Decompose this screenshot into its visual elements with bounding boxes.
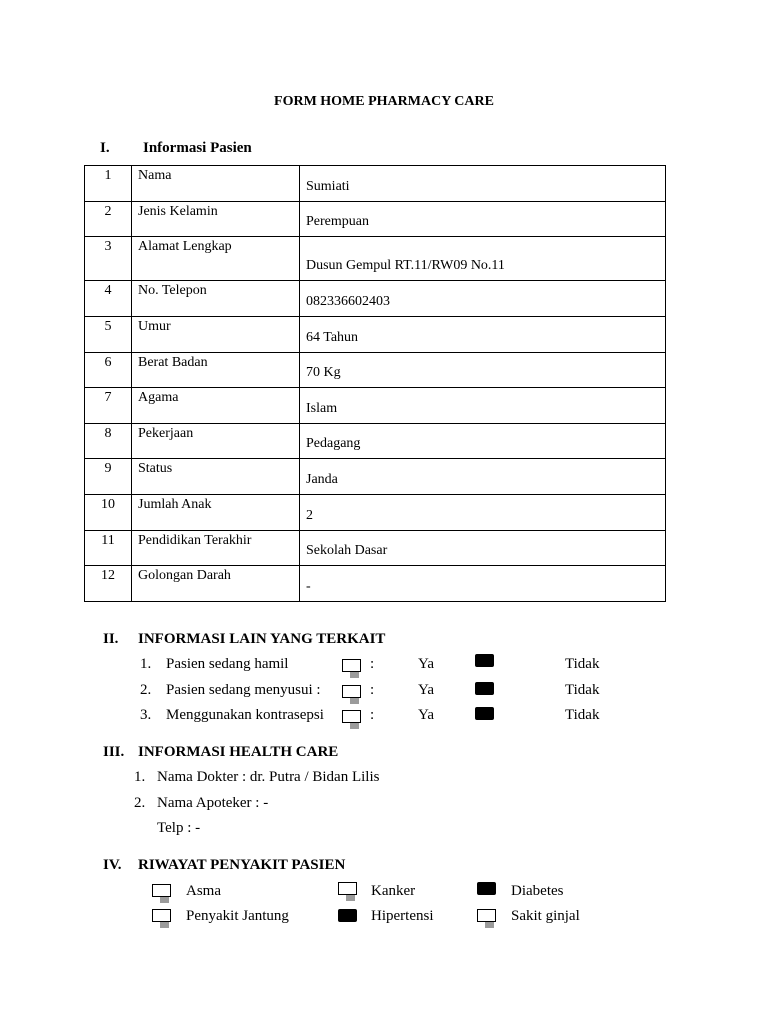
row-value: - xyxy=(300,566,666,602)
row-value: Sumiati xyxy=(300,166,666,202)
section-3-number: III. xyxy=(103,744,125,760)
doctor-name: Nama Dokter : dr. Putra / Bidan Lilis xyxy=(157,769,380,785)
tidak-checkbox[interactable] xyxy=(475,707,501,729)
row-number: 8 xyxy=(85,424,132,459)
row-value: Janda xyxy=(300,459,666,495)
ya-label: Ya xyxy=(418,656,434,672)
row-number: 2 xyxy=(85,202,132,237)
row-label: No. Telepon xyxy=(132,281,300,317)
sakit-ginjal-checkbox[interactable] xyxy=(477,909,503,931)
row-label: Alamat Lengkap xyxy=(132,237,300,281)
table-row xyxy=(85,531,666,566)
row-value: Perempuan xyxy=(300,202,666,237)
row-value: 70 Kg xyxy=(300,353,666,388)
pharmacist-name: Nama Apoteker : - xyxy=(157,795,269,811)
row-number: 7 xyxy=(85,388,132,424)
section-2-number: II. xyxy=(103,631,119,647)
row-value: Islam xyxy=(300,388,666,424)
item-number: 2. xyxy=(134,795,146,811)
diabetes-checkbox[interactable] xyxy=(477,882,503,904)
tidak-label: Tidak xyxy=(565,682,600,698)
tidak-label: Tidak xyxy=(565,707,600,723)
row-value: Sekolah Dasar xyxy=(300,531,666,566)
colon: : xyxy=(370,707,375,723)
item-label: Menggunakan kontrasepsi xyxy=(166,707,324,723)
ya-label: Ya xyxy=(418,707,434,723)
diabetes-label: Diabetes xyxy=(511,883,564,899)
section-1-number: I. xyxy=(100,140,110,156)
section-3-heading: INFORMASI HEALTH CARE xyxy=(138,744,339,760)
kanker-checkbox[interactable] xyxy=(338,882,364,904)
row-value: Dusun Gempul RT.11/RW09 No.11 xyxy=(300,237,666,281)
pharmacist-phone: Telp : - xyxy=(157,820,201,836)
section-4-number: IV. xyxy=(103,857,122,873)
ya-checkbox[interactable] xyxy=(342,659,368,681)
section-1-heading: Informasi Pasien xyxy=(143,140,252,156)
row-value: 2 xyxy=(300,495,666,531)
row-label: Berat Badan xyxy=(132,353,300,388)
penyakit-jantung-label: Penyakit Jantung xyxy=(186,908,289,924)
row-number: 9 xyxy=(85,459,132,495)
ya-checkbox[interactable] xyxy=(342,710,368,732)
form-title: FORM HOME PHARMACY CARE xyxy=(274,94,494,109)
ya-checkbox[interactable] xyxy=(342,685,368,707)
tidak-label: Tidak xyxy=(565,656,600,672)
row-label: Umur xyxy=(132,317,300,353)
table-row xyxy=(85,237,666,281)
asma-checkbox[interactable] xyxy=(152,884,178,906)
section-4-heading: RIWAYAT PENYAKIT PASIEN xyxy=(138,857,346,873)
colon: : xyxy=(370,656,375,672)
colon: : xyxy=(370,682,375,698)
table-row xyxy=(85,281,666,317)
patient-info-table xyxy=(84,165,666,602)
row-label: Agama xyxy=(132,388,300,424)
item-number: 3. xyxy=(140,707,152,723)
table-row xyxy=(85,353,666,388)
row-number: 6 xyxy=(85,353,132,388)
tidak-checkbox[interactable] xyxy=(475,654,501,676)
row-label: Status xyxy=(132,459,300,495)
penyakit-jantung-checkbox[interactable] xyxy=(152,909,178,931)
kanker-label: Kanker xyxy=(371,883,416,899)
row-label: Golongan Darah xyxy=(132,566,300,602)
table-row xyxy=(85,166,666,202)
section-2-heading: INFORMASI LAIN YANG TERKAIT xyxy=(138,631,386,647)
table-row xyxy=(85,388,666,424)
item-label: Pasien sedang hamil xyxy=(166,656,289,672)
row-number: 11 xyxy=(85,531,132,566)
row-value: 64 Tahun xyxy=(300,317,666,353)
item-label: Pasien sedang menyusui : xyxy=(166,682,321,698)
tidak-checkbox[interactable] xyxy=(475,682,501,704)
item-number: 1. xyxy=(134,769,146,785)
table-row xyxy=(85,566,666,602)
asma-label: Asma xyxy=(186,883,221,899)
table-row xyxy=(85,424,666,459)
item-number: 2. xyxy=(140,682,152,698)
hipertensi-label: Hipertensi xyxy=(371,908,434,924)
row-number: 4 xyxy=(85,281,132,317)
row-label: Pendidikan Terakhir xyxy=(132,531,300,566)
sakit-ginjal-label: Sakit ginjal xyxy=(511,908,580,924)
row-value: 082336602403 xyxy=(300,281,666,317)
row-number: 1 xyxy=(85,166,132,202)
row-label: Nama xyxy=(132,166,300,202)
ya-label: Ya xyxy=(418,682,434,698)
table-row xyxy=(85,317,666,353)
table-row xyxy=(85,202,666,237)
row-number: 10 xyxy=(85,495,132,531)
row-number: 3 xyxy=(85,237,132,281)
item-number: 1. xyxy=(140,656,152,672)
hipertensi-checkbox[interactable] xyxy=(338,909,364,931)
row-number: 5 xyxy=(85,317,132,353)
table-row xyxy=(85,495,666,531)
row-number: 12 xyxy=(85,566,132,602)
table-row xyxy=(85,459,666,495)
row-value: Pedagang xyxy=(300,424,666,459)
row-label: Jenis Kelamin xyxy=(132,202,300,237)
row-label: Jumlah Anak xyxy=(132,495,300,531)
row-label: Pekerjaan xyxy=(132,424,300,459)
